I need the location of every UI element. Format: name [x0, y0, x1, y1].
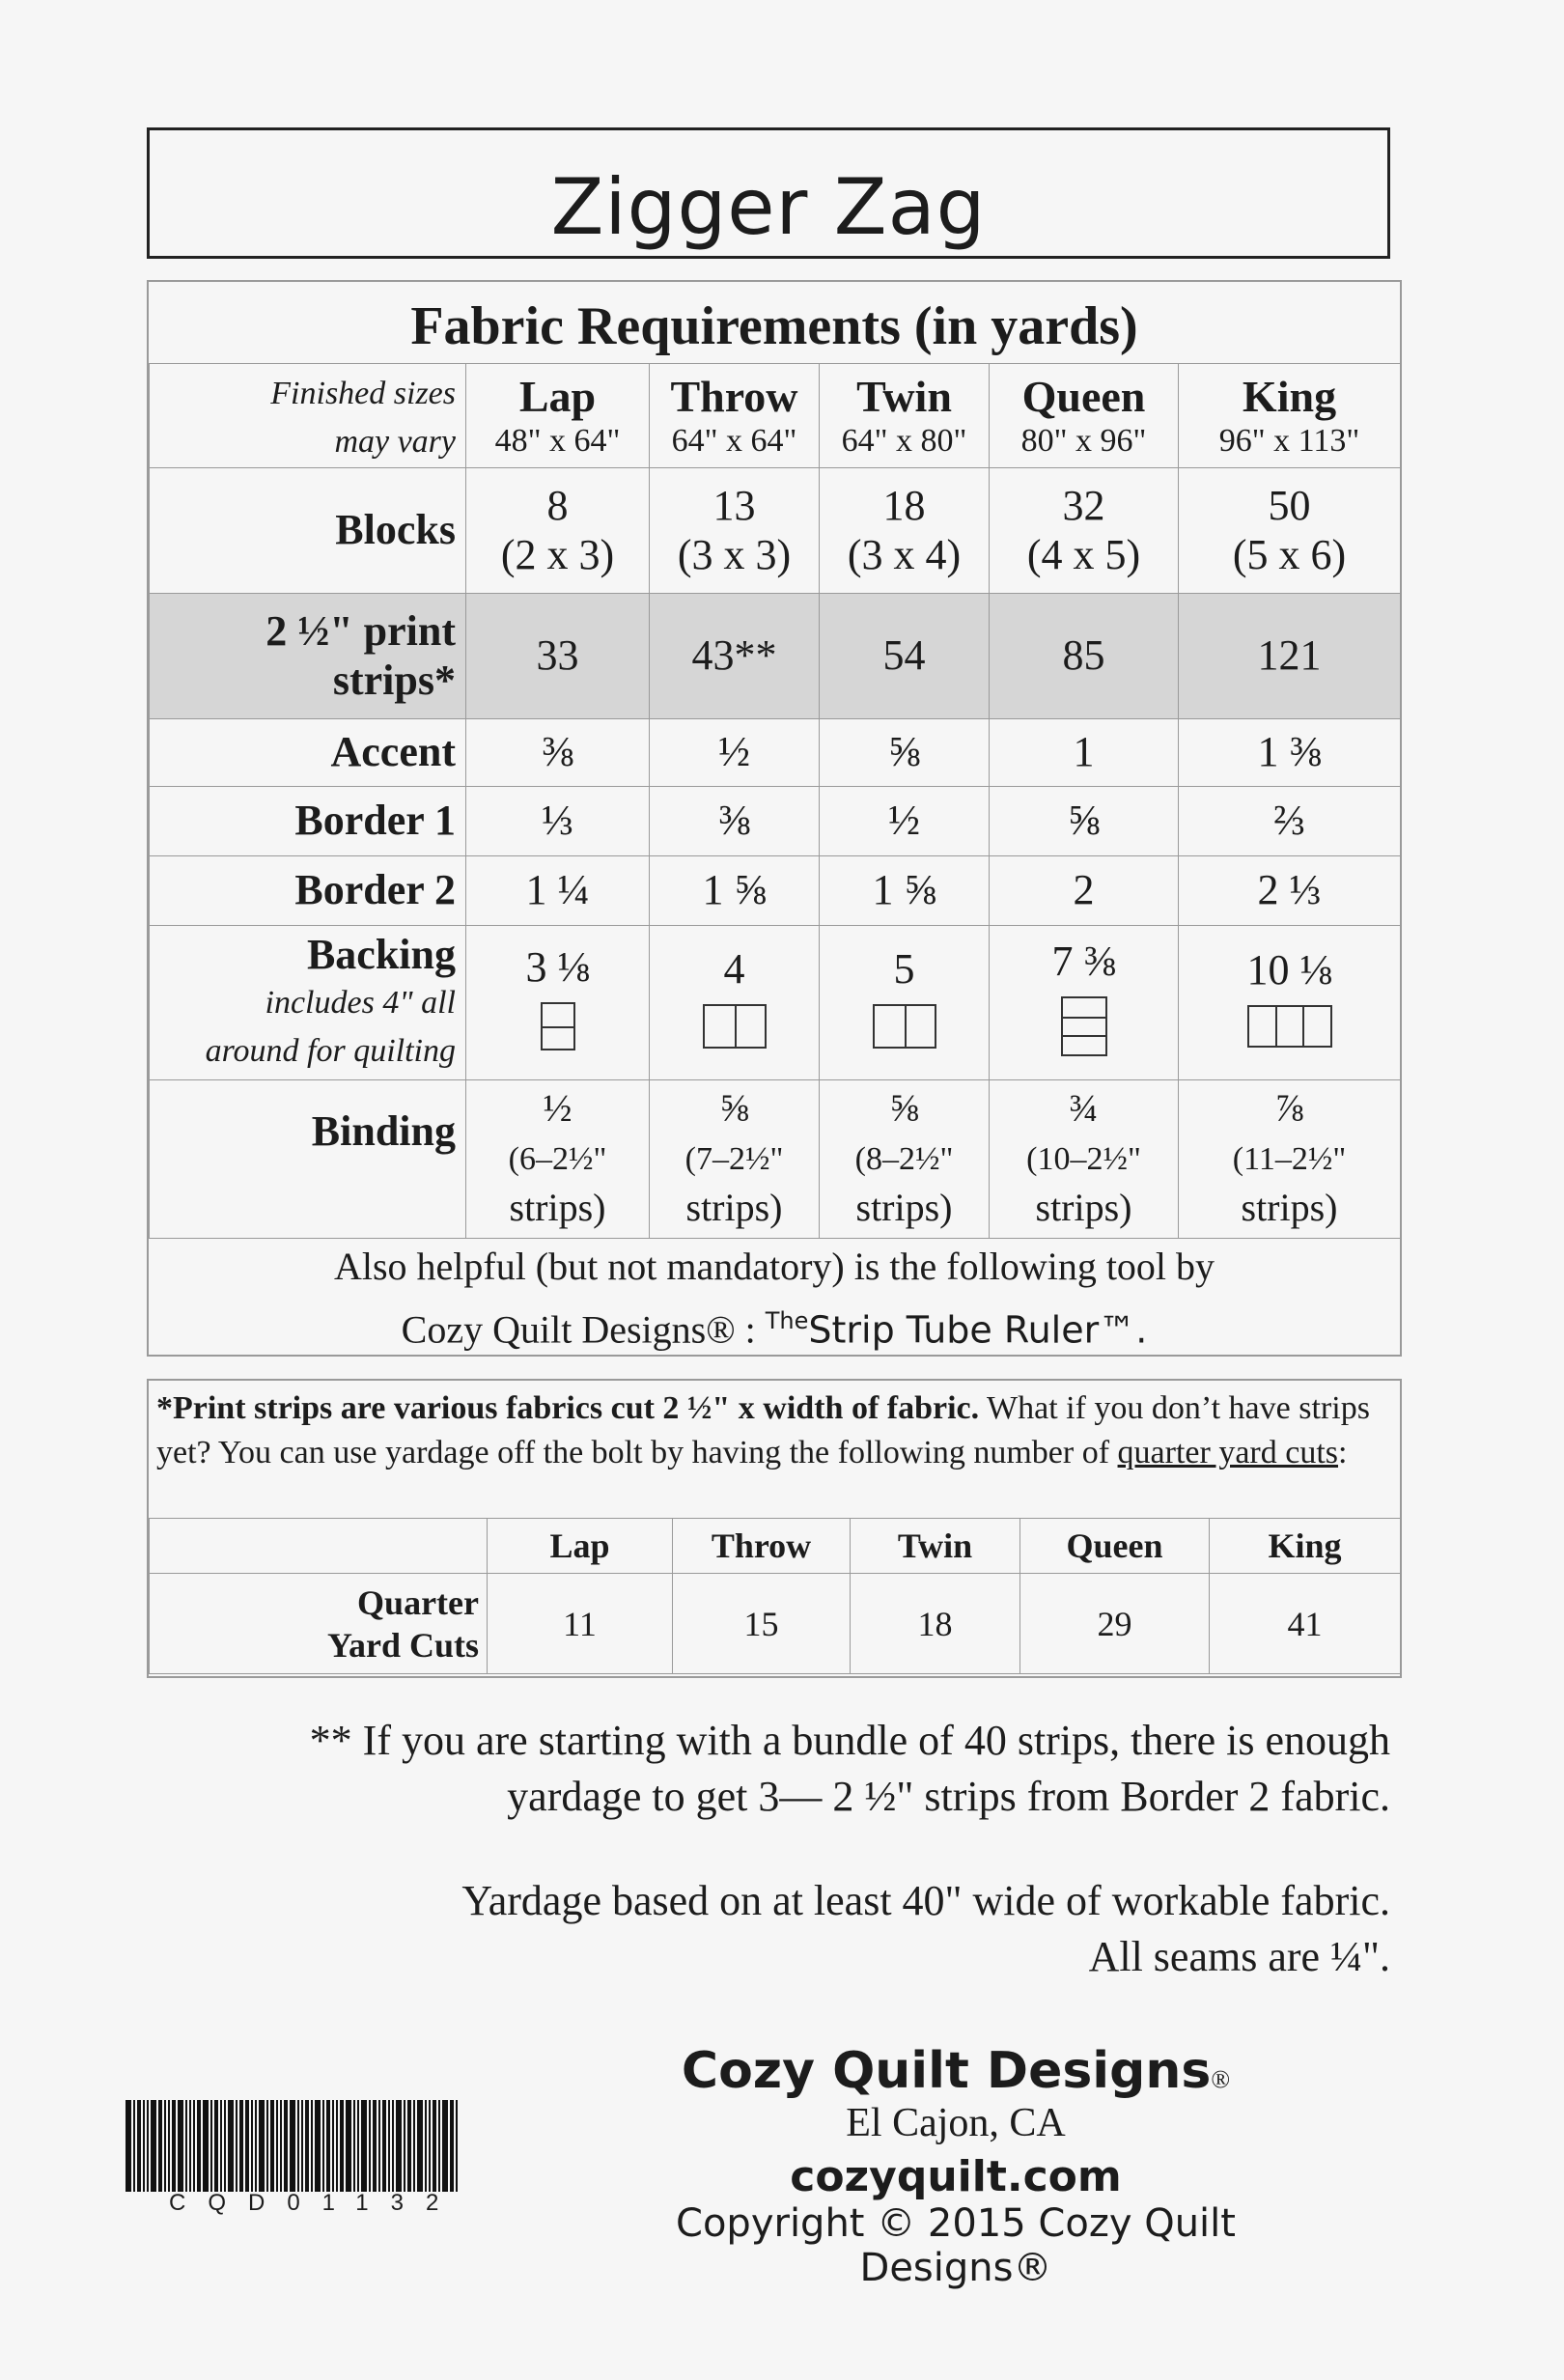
print-strips-label	[150, 594, 466, 719]
barcode-bar	[224, 2100, 226, 2192]
ruler-the: The	[765, 1307, 809, 1334]
accent-value: 1 ⅜	[1179, 719, 1401, 787]
barcode	[126, 2100, 504, 2192]
size-name: Twin	[856, 371, 952, 421]
note-text: What if you don’t have strips yet? You can use yardage off the bolt by having the following number of	[156, 1390, 1370, 1470]
backing-cell	[990, 926, 1179, 1080]
binding-strips: (11–2½"	[1232, 1140, 1347, 1177]
barcode-bar	[322, 2100, 324, 2192]
binding-cell	[990, 1080, 1179, 1239]
binding-strips-word: strips)	[509, 1185, 606, 1229]
title-box	[147, 127, 1390, 259]
size-name: King	[1242, 371, 1337, 421]
blocks-cell	[820, 468, 990, 594]
ruler-name: Strip Tube Ruler™.	[808, 1308, 1148, 1352]
quarter-header-row	[150, 1519, 1401, 1574]
size-header-row	[150, 364, 1401, 468]
barcode-bar	[147, 2100, 149, 2192]
finished-note-line2: may vary	[334, 423, 456, 460]
barcode-bar	[276, 2100, 278, 2192]
requirements-table	[149, 363, 1401, 1239]
quarter-yard-panel	[147, 1379, 1402, 1678]
print-strips-value: 54	[820, 594, 990, 719]
barcode-bar	[450, 2100, 454, 2192]
block-layout: (5 x 6)	[1232, 530, 1347, 578]
binding-strips: (7–2½"	[684, 1140, 784, 1177]
border2-value: 1 ⅝	[650, 856, 820, 926]
barcode-bar	[332, 2100, 334, 2192]
backing-2-panel-horizontal-icon	[541, 1002, 575, 1050]
border2-row	[150, 856, 1401, 926]
binding-strips-word: strips)	[1241, 1185, 1338, 1229]
quarter-header: King	[1210, 1519, 1401, 1574]
backing-value: 7 ⅜	[1051, 938, 1116, 986]
note-colon: :	[1338, 1435, 1348, 1470]
binding-strips-word: strips)	[1035, 1185, 1132, 1229]
binding-strips: (8–2½"	[854, 1140, 954, 1177]
binding-strips-word: strips)	[685, 1185, 783, 1229]
barcode-bar	[305, 2100, 309, 2192]
barcode-bar	[336, 2100, 338, 2192]
backing-2-panel-vertical-icon	[703, 1004, 767, 1049]
size-throw	[650, 364, 820, 468]
barcode-bar	[214, 2100, 218, 2192]
block-layout: (3 x 3)	[677, 530, 792, 578]
barcode-bar	[378, 2100, 380, 2192]
binding-amount: ½	[543, 1085, 573, 1130]
barcode-bar	[220, 2100, 222, 2192]
quarter-header: Twin	[851, 1519, 1020, 1574]
barcode-bar	[255, 2100, 257, 2192]
blocks-label: Blocks	[150, 468, 466, 594]
barcode-bar	[404, 2100, 405, 2192]
binding-label: Binding	[150, 1080, 466, 1239]
barcode-bar	[137, 2100, 141, 2192]
backing-note-line1: includes 4" all	[265, 984, 456, 1021]
binding-row	[150, 1080, 1401, 1239]
barcode-bar	[340, 2100, 344, 2192]
company-block	[618, 2042, 1294, 2290]
barcode-bar	[413, 2100, 415, 2192]
barcode-bar	[270, 2100, 274, 2192]
barcode-bar	[197, 2100, 201, 2192]
blocks-cell	[1179, 468, 1401, 594]
binding-strips: (10–2½"	[1026, 1140, 1141, 1177]
backing-cell	[466, 926, 650, 1080]
finished-note-line1: Finished sizes	[270, 375, 456, 411]
barcode-bar	[203, 2100, 209, 2192]
size-name: Lap	[518, 371, 597, 421]
barcode-bar	[251, 2100, 253, 2192]
quarter-label-line2: Yard Cuts	[326, 1625, 479, 1665]
quarter-value: 41	[1210, 1574, 1401, 1674]
print-strips-label-line1: 2 ½" print	[265, 606, 456, 655]
note-bold: *Print strips are various fabrics cut 2 ½" x width of fabric.	[156, 1390, 980, 1426]
border2-value: 2 ⅓	[1179, 856, 1401, 926]
accent-label: Accent	[150, 719, 466, 787]
binding-cell	[820, 1080, 990, 1239]
helpful-company: Cozy Quilt Designs® :	[401, 1307, 756, 1352]
company-name: Cozy Quilt Designs	[681, 2042, 1212, 2100]
barcode-bar	[311, 2100, 313, 2192]
block-layout: (4 x 5)	[1026, 530, 1141, 578]
quarter-yard-cuts-term: quarter yard cuts	[1117, 1435, 1339, 1470]
barcode-bar	[290, 2100, 295, 2192]
quarter-header: Lap	[488, 1519, 673, 1574]
accent-value: ⅝	[820, 719, 990, 787]
binding-cell	[466, 1080, 650, 1239]
blocks-cell	[466, 468, 650, 594]
footnote-yardage-line1: Yardage based on at least 40" wide of workable fabric.	[461, 1877, 1390, 1924]
border1-row	[150, 787, 1401, 856]
barcode-bar	[438, 2100, 440, 2192]
border2-value: 2	[990, 856, 1179, 926]
barcode-bar	[357, 2100, 359, 2192]
footnote-bundle-line2: yardage to get 3— 2 ½" strips from Border 2 fabric.	[507, 1773, 1390, 1820]
border2-value: 1 ¼	[466, 856, 650, 926]
border1-value: ⅜	[650, 787, 820, 856]
quarter-label-line1: Quarter	[357, 1582, 479, 1622]
barcode-bar	[425, 2100, 427, 2192]
backing-cell	[650, 926, 820, 1080]
company-city: El Cajon, CA	[846, 2101, 1066, 2145]
quarter-label	[150, 1574, 488, 1674]
barcode-bar	[301, 2100, 303, 2192]
accent-value: 1	[990, 719, 1179, 787]
barcode-bar	[236, 2100, 237, 2192]
size-name: Queen	[1021, 371, 1146, 421]
barcode-bar	[164, 2100, 166, 2192]
barcode-bar	[228, 2100, 234, 2192]
print-strips-label-line2: strips*	[332, 656, 456, 704]
barcode-bar	[429, 2100, 431, 2192]
barcode-bar	[396, 2100, 402, 2192]
barcode-bar	[239, 2100, 243, 2192]
quarter-value: 18	[851, 1574, 1020, 1674]
barcode-bar	[407, 2100, 411, 2192]
barcode-bar	[456, 2100, 458, 2192]
requirements-heading: Fabric Requirements (in yards)	[410, 296, 1138, 356]
fabric-requirements-panel	[147, 280, 1402, 1357]
print-strips-note	[156, 1386, 1392, 1475]
quarter-value: 11	[488, 1574, 673, 1674]
barcode-bar	[346, 2100, 351, 2192]
block-count: 13	[712, 481, 756, 529]
barcode-bar	[392, 2100, 394, 2192]
size-dim: 48" x 64"	[494, 423, 621, 460]
pattern-title: Zigger Zag	[550, 162, 987, 252]
barcode-bar	[382, 2100, 386, 2192]
backing-cell	[1179, 926, 1401, 1080]
barcode-bar	[172, 2100, 176, 2192]
backing-3-panel-vertical-icon	[1247, 1005, 1332, 1048]
blocks-cell	[990, 468, 1179, 594]
binding-cell	[1179, 1080, 1401, 1239]
barcode-bar	[284, 2100, 288, 2192]
backing-value: 10 ⅛	[1246, 946, 1332, 994]
barcode-bar	[280, 2100, 282, 2192]
binding-strips-word: strips)	[855, 1185, 953, 1229]
block-count: 50	[1268, 481, 1311, 529]
quarter-values-row	[150, 1574, 1401, 1674]
barcode-bar	[133, 2100, 135, 2192]
footnote-bundle-line1: ** If you are starting with a bundle of 40 strips, there is enough	[309, 1717, 1390, 1764]
border2-label: Border 2	[150, 856, 466, 926]
finished-sizes-note	[150, 364, 466, 468]
quarter-value: 15	[673, 1574, 851, 1674]
barcode-bar	[259, 2100, 265, 2192]
size-king	[1179, 364, 1401, 468]
backing-cell	[820, 926, 990, 1080]
footnote-bundle	[310, 1713, 1390, 1825]
footnote-yardage-line2: All seams are ¼".	[1088, 1933, 1390, 1980]
barcode-bar	[361, 2100, 367, 2192]
barcode-bar	[442, 2100, 448, 2192]
backing-label-text: Backing	[306, 930, 456, 978]
border1-value: ⅓	[466, 787, 650, 856]
footnote-yardage	[461, 1873, 1390, 1985]
border1-label: Border 1	[150, 787, 466, 856]
size-dim: 64" x 64"	[671, 423, 797, 460]
accent-row	[150, 719, 1401, 787]
barcode-bar	[245, 2100, 249, 2192]
size-dim: 80" x 96"	[1020, 423, 1147, 460]
accent-value: ⅜	[466, 719, 650, 787]
barcode-bar	[158, 2100, 162, 2192]
barcode-bar	[353, 2100, 355, 2192]
blocks-cell	[650, 468, 820, 594]
backing-value: 3 ⅛	[525, 943, 590, 992]
binding-amount: ⅝	[719, 1085, 749, 1130]
barcode-bar	[373, 2100, 377, 2192]
barcode-bar	[151, 2100, 156, 2192]
accent-value: ½	[650, 719, 820, 787]
binding-amount: ⅝	[889, 1085, 919, 1130]
company-reg-mark: ®	[1211, 2065, 1231, 2093]
copyright: Copyright © 2015 Cozy Quilt Designs®	[676, 2201, 1236, 2290]
backing-note-line2: around for quilting	[205, 1032, 456, 1069]
barcode-bar	[297, 2100, 299, 2192]
helpful-line2	[149, 1294, 1400, 1357]
barcode-bar	[210, 2100, 212, 2192]
binding-cell	[650, 1080, 820, 1239]
block-count: 18	[882, 481, 926, 529]
binding-amount: ¾	[1069, 1085, 1099, 1130]
helpful-line1: Also helpful (but not mandatory) is the following tool by	[333, 1245, 1215, 1288]
block-layout: (3 x 4)	[847, 530, 962, 578]
backing-value: 4	[723, 945, 745, 994]
backing-label	[150, 926, 466, 1080]
barcode-number: CQD01132	[169, 2190, 461, 2216]
company-website: cozyquilt.com	[790, 2152, 1122, 2201]
backing-value: 5	[893, 945, 915, 994]
border1-value: ⅔	[1179, 787, 1401, 856]
barcode-bar	[143, 2100, 145, 2192]
barcode-bar	[126, 2100, 131, 2192]
barcode-bar	[388, 2100, 390, 2192]
block-count: 32	[1062, 481, 1105, 529]
border2-value: 1 ⅝	[820, 856, 990, 926]
print-strips-value: 121	[1179, 594, 1401, 719]
border1-value: ⅝	[990, 787, 1179, 856]
print-strips-value: 43**	[650, 594, 820, 719]
quarter-value: 29	[1020, 1574, 1210, 1674]
quarter-header-blank	[150, 1519, 488, 1574]
print-strips-value: 85	[990, 594, 1179, 719]
helpful-tool-note	[149, 1240, 1400, 1357]
backing-3-panel-horizontal-icon	[1061, 996, 1107, 1056]
barcode-bar	[417, 2100, 423, 2192]
barcode-bar	[266, 2100, 268, 2192]
quarter-yard-table	[149, 1518, 1401, 1674]
print-strips-row	[150, 594, 1401, 719]
barcode-bar	[193, 2100, 195, 2192]
border1-value: ½	[820, 787, 990, 856]
quarter-header: Throw	[673, 1519, 851, 1574]
blocks-row	[150, 468, 1401, 594]
barcode-bar	[369, 2100, 371, 2192]
size-dim: 96" x 113"	[1218, 423, 1360, 460]
barcode-bar	[185, 2100, 187, 2192]
barcode-bar	[433, 2100, 436, 2192]
size-dim: 64" x 80"	[841, 423, 967, 460]
barcode-bar	[168, 2100, 170, 2192]
size-lap	[466, 364, 650, 468]
backing-2-panel-vertical-icon	[873, 1004, 936, 1049]
barcode-bar	[189, 2100, 191, 2192]
backing-row	[150, 926, 1401, 1080]
quarter-header: Queen	[1020, 1519, 1210, 1574]
company-logo	[618, 2042, 1294, 2100]
block-layout: (2 x 3)	[500, 530, 615, 578]
size-twin	[820, 364, 990, 468]
binding-amount: ⅞	[1274, 1085, 1304, 1130]
barcode-bar	[326, 2100, 330, 2192]
print-strips-value: 33	[466, 594, 650, 719]
barcode-bar	[315, 2100, 321, 2192]
binding-strips: (6–2½"	[508, 1140, 607, 1177]
barcode-bar	[178, 2100, 183, 2192]
size-queen	[990, 364, 1179, 468]
block-count: 8	[546, 481, 569, 529]
size-name: Throw	[670, 371, 798, 421]
